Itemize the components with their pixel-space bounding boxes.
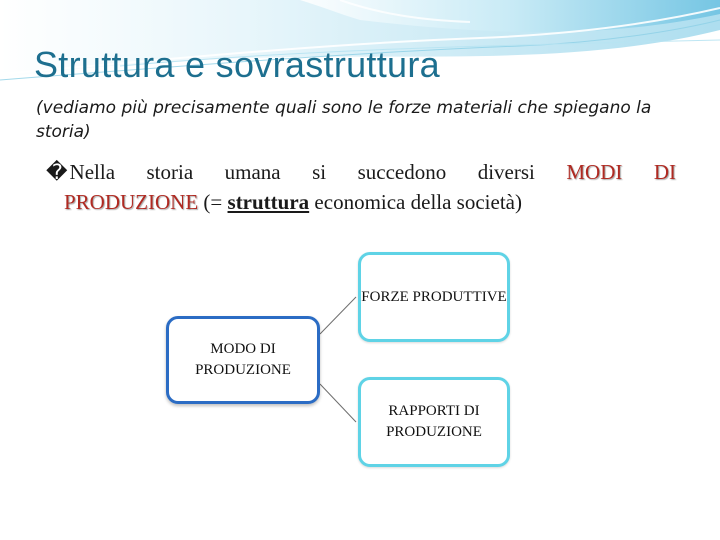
bullet-keyword-struttura: struttura (227, 190, 310, 214)
bullet-highlight-produzione: PRODUZIONE (64, 190, 199, 214)
connector-forze (320, 297, 356, 334)
bullet-marker-icon: � (46, 160, 68, 184)
bullet-text-part6: economica della società) (309, 190, 522, 214)
slide-subtitle: (vediamo più precisamente quali sono le forze materiali che spiegano la storia) (36, 98, 652, 142)
bullet-text-part4: (= (198, 190, 228, 214)
bullet-highlight-modi: MODI DI (566, 160, 676, 184)
slide-title: Struttura e sovrastruttura (34, 44, 440, 85)
bullet-text-part1: Nella storia umana si succedono diversi (69, 160, 567, 184)
diagram-node-rapporti-di-produzione: RAPPORTI DI PRODUZIONE (358, 377, 510, 467)
diagram-root-modo-di-produzione: MODO DI PRODUZIONE (166, 316, 320, 404)
connector-rapporti (320, 384, 356, 422)
diagram-node-forze-produttive: FORZE PRODUTTIVE (358, 252, 510, 342)
